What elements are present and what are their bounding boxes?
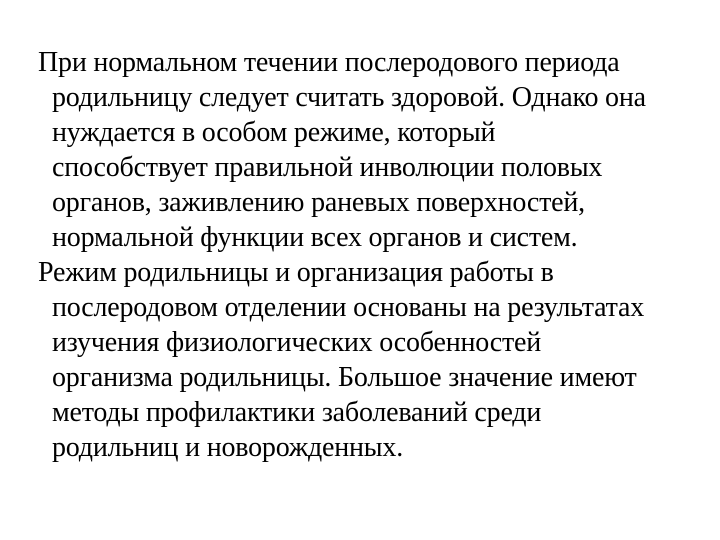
text-line: способствует правильной инволюции половых: [52, 152, 603, 183]
text-line: послеродовом отделении основаны на результатах: [52, 292, 645, 323]
paragraph-1: [0, 45, 720, 255]
text-line: нуждается в особом режиме, который: [52, 117, 496, 148]
text-line: методы профилактики заболеваний среди: [52, 397, 542, 428]
text-line: изучения физиологических особенностей: [52, 327, 542, 358]
text-line: При нормальном течении послеродового периода: [38, 47, 620, 78]
text-line: родильниц и новорожденных.: [52, 432, 404, 463]
text-line: организма родильницы. Большое значение имеют: [52, 362, 637, 393]
text-line: нормальной функции всех органов и систем.: [52, 222, 578, 253]
text-line: родильницу следует считать здоровой. Однако она: [52, 82, 646, 113]
text-line: Режим родильницы и организация работы в: [38, 257, 554, 288]
paragraph-2: [0, 255, 720, 465]
text-line: органов, заживлению раневых поверхностей,: [52, 187, 585, 218]
